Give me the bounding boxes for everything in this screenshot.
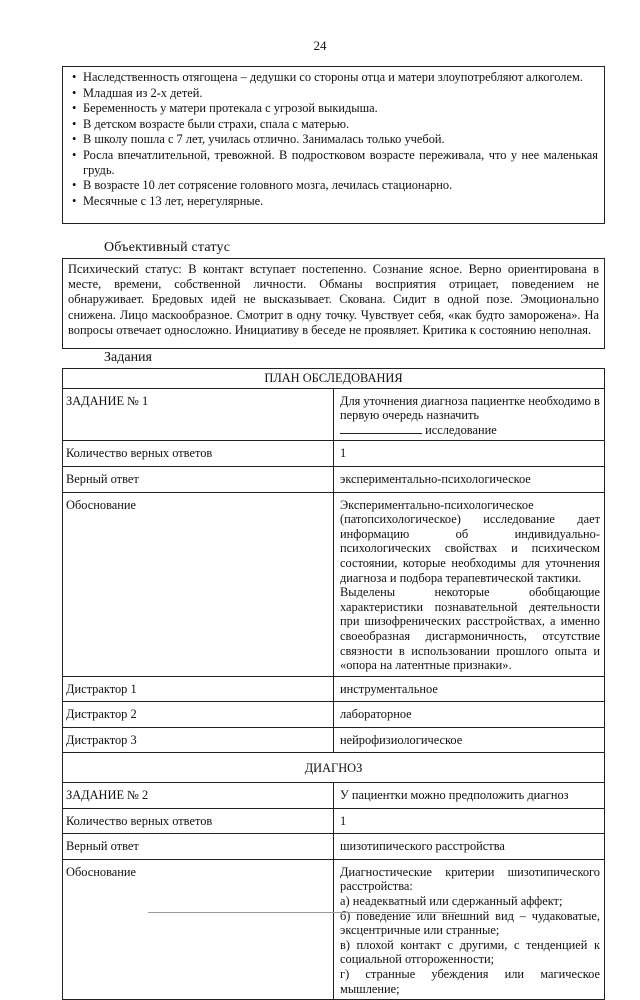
answer-value: экспериментально-психологическое xyxy=(334,466,605,492)
table-row xyxy=(63,466,605,492)
distractor-label: Дистрактор 2 xyxy=(63,702,334,728)
history-item: • Беременность у матери протекала с угрозой выкидыша. xyxy=(69,101,598,116)
history-item: • В детском возрасте были страхи, спала с матерью. xyxy=(69,117,598,132)
criterion: в) плохой контакт с другими, с тенденцией к социальной отгороженности; xyxy=(340,937,600,967)
table-row xyxy=(63,808,605,834)
answer-blank xyxy=(340,423,422,434)
history-item: • Росла впечатлительной, тревожной. В подростковом возрасте переживала, что у нее маленькая грудь. xyxy=(69,148,598,178)
section-title-plan: ПЛАН ОБСЛЕДОВАНИЯ xyxy=(63,369,605,389)
table-row xyxy=(63,676,605,702)
table-row xyxy=(63,492,605,676)
footer-divider xyxy=(148,912,456,913)
reason-label: Обоснование xyxy=(63,492,334,676)
answer-value: шизотипического расстройства xyxy=(334,834,605,860)
criterion: б) поведение или внешний вид – чудаковатые, эксцентричные или странные; xyxy=(340,908,600,938)
criterion: г) странные убеждения или магическое мышление; xyxy=(340,967,600,996)
task-question: Для уточнения диагноза пациентке необходимо в первую очередь назначить xyxy=(340,393,600,423)
history-box xyxy=(62,66,605,224)
objective-status-text: Психический статус: В контакт вступает постепенно. Сознание ясное. Верно ориентирована в месте, времени, собственной личности. Обманы восприятия отрицает, поведением не обнаруживает. Бредовых идей не высказывает. Скована. Сидит в одной позе. Эмоционально снижена. Лицо маскообразное. Смотрит в одну точку. Чувствует себя, «как будто заморожена». На вопросы отвечает односложно. Инициативу в беседе не проявляет. Критика к состоянию неполная. xyxy=(62,258,605,349)
answer-label: Верный ответ xyxy=(63,466,334,492)
task-label: ЗАДАНИЕ № 2 xyxy=(63,783,334,809)
reason-paragraph: Экспериментально-психологическое (патопсихологическое) исследование дает информацию об индивидуально-психологических свойствах и психическом состоянии, которые необходимы для уточнения диагноза и подбора терапевтической тактики. xyxy=(340,497,600,585)
reason-text xyxy=(334,492,605,676)
distractor-value: лабораторное xyxy=(334,702,605,728)
table-row xyxy=(63,834,605,860)
task-question-end: исследование xyxy=(425,422,497,437)
count-label: Количество верных ответов xyxy=(63,808,334,834)
reason-paragraph: Выделены некоторые обобщающие характеристики познавательной деятельности при шизофренических расстройствах, а именно своеобразная дисгармоничность, отсутствие связности в использовании прошлого опыта и «опора на латентные признаки». xyxy=(340,585,600,673)
count-value: 1 xyxy=(334,808,605,834)
table-row xyxy=(63,702,605,728)
history-item: • В возрасте 10 лет сотрясение головного мозга, лечилась стационарно. xyxy=(69,178,598,193)
page-number: 24 xyxy=(313,38,327,53)
table-row xyxy=(63,727,605,753)
distractor-label: Дистрактор 3 xyxy=(63,727,334,753)
history-item: • Месячные с 13 лет, нерегулярные. xyxy=(69,194,598,209)
table-row xyxy=(63,783,605,809)
reason-label: Обоснование xyxy=(63,859,334,999)
reason-intro: Диагностические критерии шизотипического расстройства: xyxy=(340,864,600,894)
task-text: У пациентки можно предположить диагноз xyxy=(334,783,605,809)
distractor-value: нейрофизиологическое xyxy=(334,727,605,753)
history-item: • Наследственность отягощена – дедушки со стороны отца и матери злоупотребляют алкоголем. xyxy=(69,70,598,85)
section-title-diagnosis: ДИАГНОЗ xyxy=(63,753,605,783)
criterion: а) неадекватный или сдержанный аффект; xyxy=(340,894,563,909)
task-label: ЗАДАНИЕ № 1 xyxy=(63,388,334,441)
count-label: Количество верных ответов xyxy=(63,441,334,467)
table-row xyxy=(63,859,605,999)
tasks-heading: Задания xyxy=(104,350,152,365)
answer-label: Верный ответ xyxy=(63,834,334,860)
history-item: • Младшая из 2-х детей. xyxy=(69,86,598,101)
task-text xyxy=(334,388,605,441)
table-row xyxy=(63,388,605,441)
distractor-value: инструментальное xyxy=(334,676,605,702)
count-value: 1 xyxy=(334,441,605,467)
distractor-label: Дистрактор 1 xyxy=(63,676,334,702)
reason-text xyxy=(334,859,605,999)
history-item: • В школу пошла с 7 лет, училась отлично. Занималась только учебой. xyxy=(69,132,598,147)
objective-status-heading: Объективный статус xyxy=(104,240,231,255)
tasks-table xyxy=(62,368,605,1000)
table-row xyxy=(63,441,605,467)
